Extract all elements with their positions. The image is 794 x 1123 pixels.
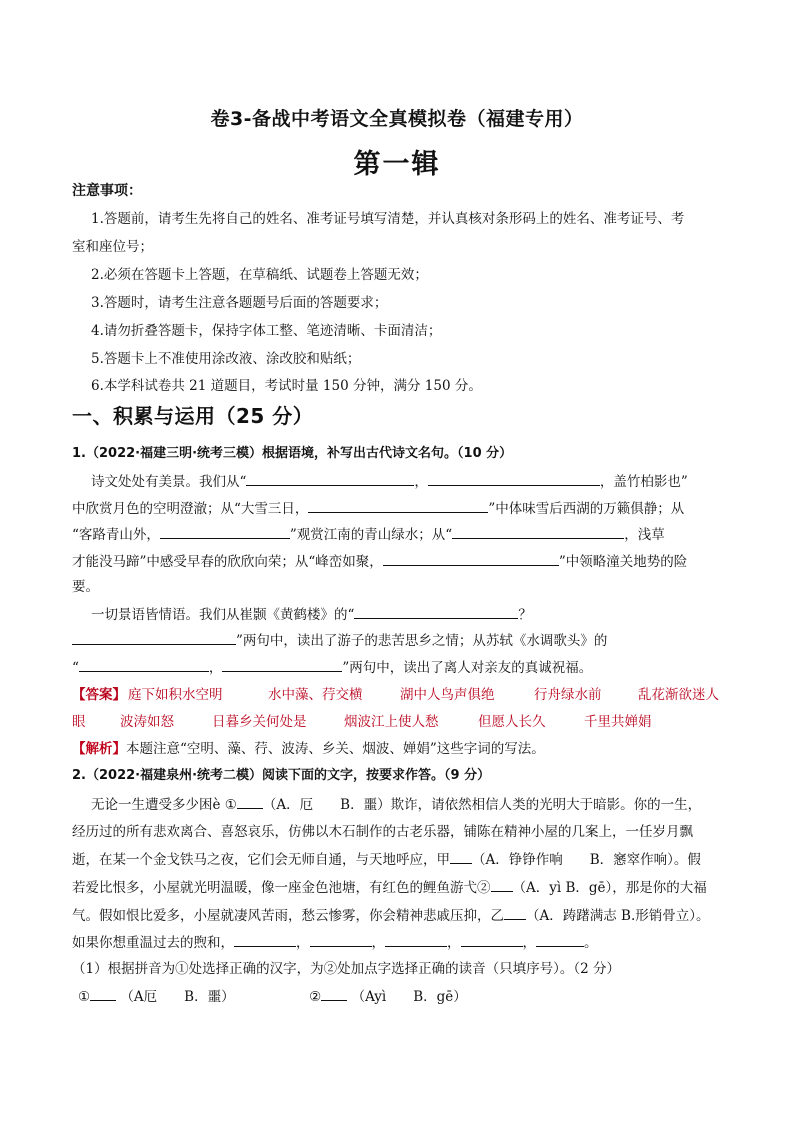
q1-text: 才能没马蹄”中感受早春的欣欣向荣；从“峰峦如聚， [72, 554, 383, 570]
q1-text: 一切景语皆情语。我们从崔颢《黄鹤楼》的“ [91, 607, 355, 623]
q1-text: ，盖竹柏影也” [599, 474, 688, 490]
answer-blank[interactable] [452, 524, 624, 539]
answer-blank[interactable] [79, 657, 209, 672]
q2-text: （A．yì B．gē），那是你的大福 [512, 880, 707, 896]
answer-blank[interactable] [504, 905, 526, 920]
q1-text: “客路青山外， [72, 527, 160, 543]
notice-heading: 注意事项： [72, 183, 142, 199]
answer-blank[interactable] [246, 471, 414, 486]
q2-sub1: （1）根据拼音为①处选择正确的汉字，为②处加点字选择正确的读音（只填序号）。（2 分） [72, 961, 620, 977]
q1-line-8 [72, 657, 724, 678]
answer-tag: 【答案】 [72, 687, 126, 703]
answer-item: 乱花渐欲迷人 [638, 687, 719, 703]
q2-line-2: 经历过的所有悲欢离合、喜怒哀乐，仿佛以木石制作的古老乐器，铺陈在精神小屋的几案上，一任岁月飘 [72, 824, 693, 840]
q1-line-1 [72, 471, 743, 492]
q2-line-1 [72, 794, 743, 815]
q2-line-6 [72, 932, 724, 953]
q1-text: ”观赏江南的青山绿水；从“ [289, 527, 453, 543]
q1-text: ”中体味雪后西湖的万籁俱静；从 [488, 501, 685, 517]
q2-stem: 2.（2022·福建泉州·统考二模）阅读下面的文字，按要求作答。（9 分） [72, 768, 491, 783]
answer-blank[interactable] [234, 932, 296, 947]
q1-line-2 [72, 498, 724, 519]
q2-text: （A厄 B．噩） [120, 989, 235, 1005]
q2-text: （A．踌躇满志 B.形销骨立）。 [526, 908, 710, 924]
q2-text: ， [522, 935, 536, 951]
notice-item-2: 2.必须在答题卡上答题，在草稿纸、试题卷上答题无效； [91, 267, 428, 283]
q2-text: 气。假如恨比爱多，小屋就凄风苦雨，愁云惨雾，你会精神悲戚压抑，乙 [72, 908, 504, 924]
answer-item: 千里共婵娟 [584, 714, 652, 730]
q2-text: 无论一生遭受多少困è [91, 797, 221, 813]
q1-line-4 [72, 551, 724, 572]
answer-blank[interactable] [72, 630, 236, 645]
q2-text: 。 [584, 935, 598, 951]
answer-blank[interactable] [450, 849, 472, 864]
q2-text: ② [309, 989, 322, 1005]
answer-blank[interactable] [428, 471, 600, 486]
notice-item-4: 4.请勿折叠答题卡，保持字体工整、笔迹清晰、卡面清洁； [91, 323, 442, 339]
q2-text: ， [371, 935, 385, 951]
answer-item: 湖中人鸟声俱绝 [400, 687, 495, 703]
notice-item-1-cont: 室和座位号； [72, 239, 153, 255]
answer-blank[interactable] [354, 604, 518, 619]
notice-item-1: 1.答题前，请考生先将自己的姓名、准考证号填写清楚，并认真核对条形码上的姓名、准考证号、考 [91, 211, 685, 227]
q1-text: 中欣赏月色的空明澄澈；从“大雪三日， [72, 501, 309, 517]
answer-item: 波涛如怒 [120, 714, 174, 730]
answer-blank[interactable] [536, 932, 584, 947]
answer-blank[interactable] [461, 932, 523, 947]
answer-item: 眼 [72, 714, 86, 730]
q1-line-6 [72, 604, 743, 625]
notice-item-6: 6.本学科试卷共 21 道题目，考试时量 150 分钟，满分 150 分。 [91, 378, 482, 394]
answer-item: 日暮乡关何处是 [212, 714, 307, 730]
answer-blank[interactable] [160, 524, 290, 539]
q2-text: （A．厄 B．噩）欺诈，请依然相信人类的光明大于暗影。你的一生， [262, 797, 702, 813]
q1-text: ，浅草 [624, 527, 665, 543]
q2-line-3 [72, 849, 724, 870]
q1-analysis [72, 739, 724, 759]
q2-text: ① [224, 797, 237, 813]
answer-item: 庭下如积水空明 [128, 687, 223, 703]
answer-blank[interactable] [237, 794, 263, 809]
q1-text: “ [72, 660, 79, 676]
q2-text: ， [447, 935, 461, 951]
analysis-tag: 【解析】 [72, 741, 126, 757]
doc-title: 卷3-备战中考语文全真模拟卷（福建专用） [210, 108, 584, 130]
q1-text: ， [208, 660, 223, 676]
q1-line-5: 要。 [72, 579, 99, 595]
q2-text: 如果你想重温过去的煦和， [72, 935, 234, 951]
answer-item: 但愿人长久 [478, 714, 546, 730]
q2-text: 逝，在某一个金戈铁马之夜，它们会无师自通，与天地呼应，甲 [72, 852, 450, 868]
answer-blank[interactable] [321, 986, 347, 1001]
answer-blank[interactable] [383, 551, 559, 566]
section-heading: 一、积累与运用（25 分） [72, 404, 314, 428]
q1-line-3 [72, 524, 724, 545]
q1-stem: 1.（2022·福建三明·统考三模）根据语境，补写出古代诗文名句。（10 分） [72, 446, 513, 461]
q2-text: （A．铮铮作响 B．窸窣作响）。假 [472, 852, 701, 868]
q1-line-7 [72, 630, 724, 651]
q1-text: ”中领略潼关地势的险 [558, 554, 688, 570]
q2-line-5 [72, 905, 724, 926]
answer-blank[interactable] [491, 877, 513, 892]
q1-text: ， [414, 474, 428, 490]
q2-text: ① [78, 989, 91, 1005]
answer-item: 水中藻、荇交横 [268, 687, 363, 703]
notice-item-3: 3.答题时，请考生注意各题题号后面的答题要求； [91, 295, 388, 311]
q2-text: （Ayì B．gē） [351, 989, 467, 1005]
q2-sub1-options [72, 986, 730, 1007]
q2-text: 若爱比恨多，小屋就光明温暖，像一座金色池塘，有红色的鲤鱼游弋② [72, 880, 491, 896]
q2-line-4 [72, 877, 724, 898]
q2-text: ， [296, 935, 310, 951]
q1-text: 诗文处处有美景。我们从“ [91, 474, 247, 490]
q1-text: ”两句中，读出了离人对亲友的真诚祝福。 [342, 660, 593, 676]
notice-item-5: 5.答题卡上不准使用涂改液、涂改胶和贴纸； [91, 351, 361, 367]
answer-blank[interactable] [90, 986, 116, 1001]
answer-item: 烟波江上使人愁 [344, 714, 439, 730]
answer-blank[interactable] [310, 932, 372, 947]
answer-item: 行舟绿水前 [534, 687, 602, 703]
answer-blank[interactable] [308, 498, 488, 513]
q1-text: ”两句中，读出了游子的悲苦思乡之情；从苏轼《水调歌头》的 [236, 633, 608, 649]
doc-subtitle: 第一辑 [353, 149, 441, 180]
q1-text: ？ [518, 607, 532, 623]
answer-blank[interactable] [385, 932, 447, 947]
answer-blank[interactable] [222, 657, 342, 672]
analysis-text: 本题注意“空明、藻、荇、波涛、乡关、烟波、婵娟”这些字词的写法。 [126, 741, 545, 757]
